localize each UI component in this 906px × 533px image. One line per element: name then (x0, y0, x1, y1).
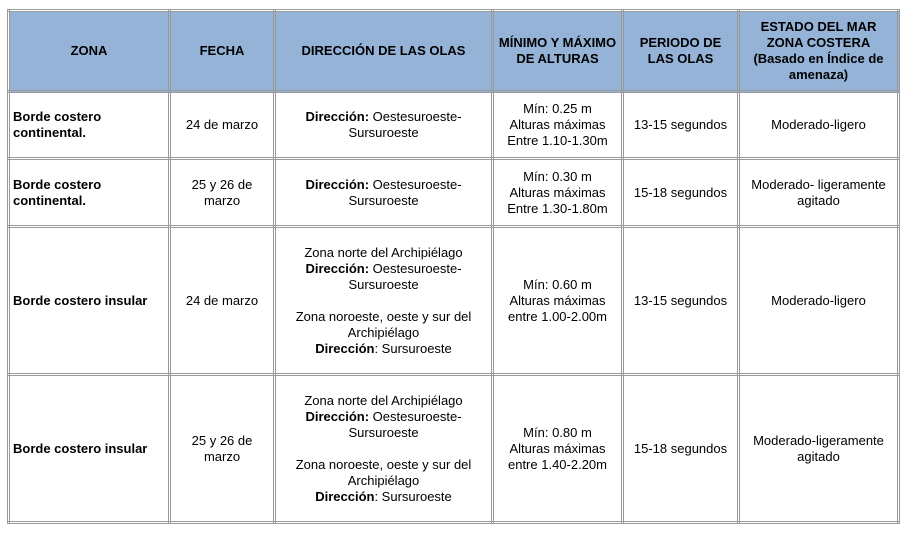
altura-minima: Mín: 0.30 m (523, 168, 592, 184)
direccion-value: Oestesuroeste-Sursuroeste (348, 408, 462, 440)
altura-maxima-rango: entre 1.40-2.20m (507, 456, 607, 472)
altura-maxima-rango: Entre 1.30-1.80m (507, 200, 608, 216)
direccion-norte (279, 261, 488, 293)
direccion-value: Oestesuroeste-Sursuroeste (348, 260, 462, 292)
spacer (279, 441, 488, 457)
estado-cell: Moderado-ligero (739, 92, 899, 159)
direccion-value: : Sursuroeste (374, 488, 452, 504)
altura-minima: Mín: 0.25 m (523, 101, 592, 116)
area-norte: Zona norte del Archipiélago (304, 244, 463, 260)
direccion-label: Dirección (315, 340, 375, 356)
alturas-cell (493, 159, 623, 227)
header-estado-label: ESTADO DEL MAR ZONA COSTERA (760, 19, 877, 50)
fecha-cell: 24 de marzo (170, 92, 275, 159)
periodo-cell: 13-15 segundos (623, 227, 739, 375)
direccion-value: Oestesuroeste-Sursuroeste (348, 176, 462, 208)
zona-cell: Borde costero insular (9, 227, 170, 375)
header-row (9, 11, 899, 92)
periodo-cell: 15-18 segundos (623, 375, 739, 523)
fecha-cell: 25 y 26 de marzo (170, 159, 275, 227)
altura-maxima-rango: entre 1.00-2.00m (507, 308, 607, 324)
header-periodo (623, 11, 739, 92)
alturas-cell (493, 227, 623, 375)
estado-cell: Moderado-ligeramente agitado (739, 375, 899, 523)
direccion-cell (275, 159, 493, 227)
header-estado (739, 11, 899, 92)
fecha-cell: 25 y 26 de marzo (170, 375, 275, 523)
table-row (9, 227, 899, 375)
altura-maxima-rango: Entre 1.10-1.30m (507, 133, 608, 148)
direccion-label: Dirección: (305, 408, 370, 424)
direccion-label: Dirección (315, 488, 375, 504)
table-row (9, 92, 899, 159)
direccion-noroeste (279, 489, 488, 505)
area-noroeste: Zona noroeste, oeste y sur del Archipiélago (295, 308, 472, 340)
estado-cell: Moderado-ligero (739, 227, 899, 375)
altura-maxima-label: Alturas máximas (509, 117, 606, 132)
header-alturas: MÍNIMO Y MÁXIMO DE ALTURAS (493, 11, 623, 92)
wave-forecast-table (7, 9, 900, 524)
area-norte: Zona norte del Archipiélago (304, 392, 463, 408)
altura-maxima-label: Alturas máximas (509, 184, 606, 200)
zona-cell: Borde costero continental. (9, 159, 170, 227)
alturas-cell (493, 92, 623, 159)
direccion-norte (279, 409, 488, 441)
zona-cell: Borde costero insular (9, 375, 170, 523)
direccion-value: Oestesuroeste-Sursuroeste (348, 109, 462, 140)
fecha-cell: 24 de marzo (170, 227, 275, 375)
periodo-cell: 15-18 segundos (623, 159, 739, 227)
direccion-cell (275, 227, 493, 375)
spacer (279, 293, 488, 309)
area-noroeste: Zona noroeste, oeste y sur del Archipiélago (295, 456, 472, 488)
altura-minima: Mín: 0.60 m (523, 276, 592, 292)
direccion-label: Dirección: (305, 109, 370, 124)
table-row (9, 159, 899, 227)
altura-maxima-label: Alturas máximas (509, 440, 606, 456)
altura-minima: Mín: 0.80 m (523, 424, 592, 440)
table-row (9, 375, 899, 523)
alturas-cell (493, 375, 623, 523)
header-zona: ZONA (9, 11, 170, 92)
header-estado-sub: (Basado en Índice de amenaza) (753, 51, 884, 82)
direccion-value: : Sursuroeste (374, 340, 452, 356)
header-periodo-label: PERIODO DE LAS OLAS (639, 35, 722, 66)
periodo-cell: 13-15 segundos (623, 92, 739, 159)
direccion-cell (275, 92, 493, 159)
direccion-label: Dirección: (305, 176, 370, 192)
header-direccion: DIRECCIÓN DE LAS OLAS (275, 11, 493, 92)
header-fecha: FECHA (170, 11, 275, 92)
estado-cell: Moderado- ligeramente agitado (739, 159, 899, 227)
direccion-noroeste (279, 341, 488, 357)
altura-maxima-label: Alturas máximas (509, 292, 606, 308)
direccion-label: Dirección: (305, 260, 370, 276)
zona-cell: Borde costero continental. (9, 92, 170, 159)
direccion-cell (275, 375, 493, 523)
